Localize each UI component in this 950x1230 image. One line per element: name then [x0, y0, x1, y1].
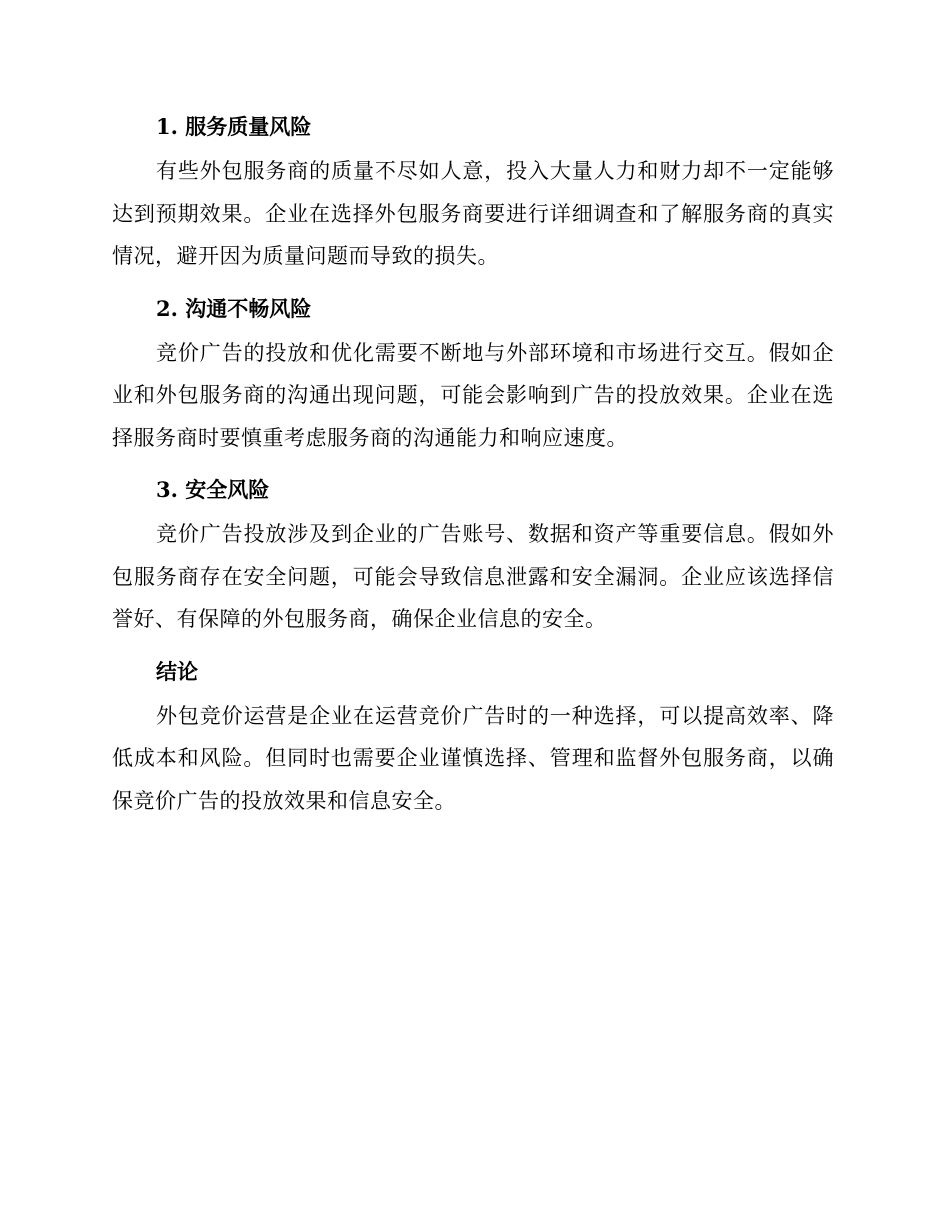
section-paragraph-communication-risk: 竞价广告的投放和优化需要不断地与外部环境和市场进行交互。假如企业和外包服务商的沟通出现问题，可能会影响到广告的投放效果。企业在选择服务商时要慎重考虑服务商的沟通能力和响应速度。	[112, 340, 834, 450]
section-paragraph-conclusion: 外包竞价运营是企业在运营竞价广告时的一种选择，可以提高效率、降低成本和风险。但同时也需要企业谨慎选择、管理和监督外包服务商，以确保竞价广告的投放效果和信息安全。	[112, 703, 834, 813]
section-paragraph-service-quality-risk: 有些外包服务商的质量不尽如人意，投入大量人力和财力却不一定能够达到预期效果。企业在选择外包服务商要进行详细调查和了解服务商的真实情况，避开因为质量问题而导致的损失。	[112, 159, 834, 268]
section-heading-service-quality-risk: 1. 服务质量风险	[156, 114, 312, 139]
document-body	[112, 104, 834, 830]
section-heading-security-risk: 3. 安全风险	[156, 477, 270, 502]
section-heading-communication-risk: 2. 沟通不畅风险	[156, 295, 312, 321]
section-heading-conclusion: 结论	[156, 658, 198, 684]
section-paragraph-security-risk: 竞价广告投放涉及到企业的广告账号、数据和资产等重要信息。假如外包服务商存在安全问题，可能会导致信息泄露和安全漏洞。企业应该选择信誉好、有保障的外包服务商，确保企业信息的安全。	[112, 522, 834, 631]
